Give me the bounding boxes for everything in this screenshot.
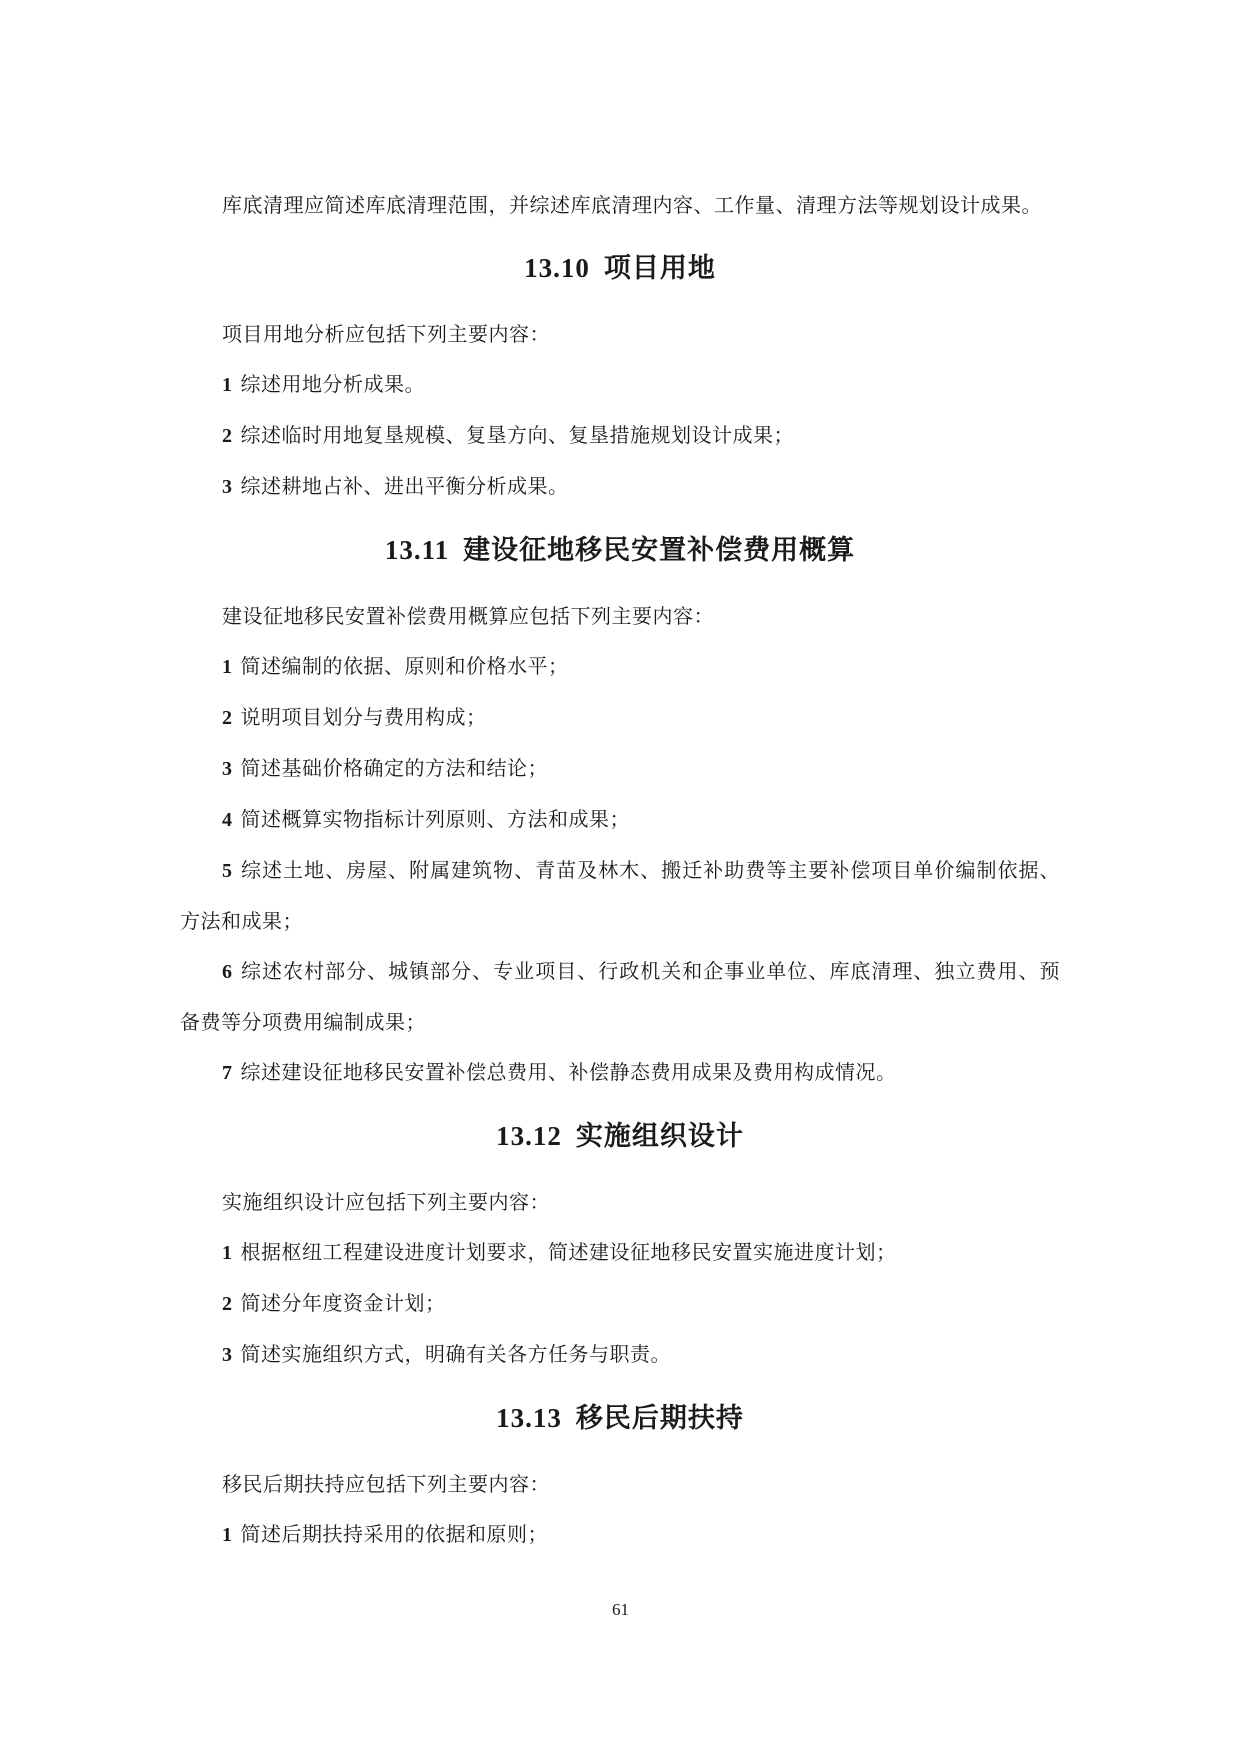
list-item	[180, 359, 1060, 410]
section-number: 13.10	[524, 253, 590, 283]
list-item	[180, 1278, 1060, 1329]
item-text: 根据枢纽工程建设进度计划要求，简述建设征地移民安置实施进度计划；	[240, 1240, 897, 1264]
item-text: 简述分年度资金计划；	[240, 1291, 446, 1315]
item-text: 综述土地、房屋、附属建筑物、青苗及林木、搬迁补助费等主要补偿项目单价编制依据、方法和成果；	[180, 858, 1060, 933]
section-title: 项目用地	[603, 253, 716, 284]
item-number: 6	[222, 961, 233, 983]
item-number: 7	[222, 1062, 233, 1084]
section-number: 13.13	[496, 1403, 562, 1433]
item-text: 综述临时用地复垦规模、复垦方向、复垦措施规划设计成果；	[240, 423, 794, 447]
list-item	[180, 461, 1060, 512]
item-number: 5	[222, 860, 233, 882]
list-item	[180, 794, 1060, 845]
section-lead: 建设征地移民安置补偿费用概算应包括下列主要内容：	[222, 604, 714, 628]
section-heading-13-10	[180, 242, 1060, 295]
list-item	[180, 1047, 1060, 1098]
item-number: 1	[222, 374, 233, 396]
list-item	[180, 946, 1060, 1047]
list-item	[180, 1329, 1060, 1380]
item-text: 简述后期扶持采用的依据和原则；	[240, 1522, 548, 1546]
item-text: 简述实施组织方式，明确有关各方任务与职责。	[240, 1342, 671, 1366]
list-item	[180, 410, 1060, 461]
item-text: 简述基础价格确定的方法和结论；	[240, 756, 548, 780]
section-title: 建设征地移民安置补偿费用概算	[463, 535, 856, 566]
item-number: 2	[222, 425, 233, 447]
item-number: 4	[222, 809, 233, 831]
item-number: 3	[222, 1344, 233, 1366]
item-text: 综述耕地占补、进出平衡分析成果。	[240, 474, 569, 498]
section-title: 实施组织设计	[575, 1121, 744, 1152]
page-content	[180, 180, 1060, 1560]
section-lead: 移民后期扶持应包括下列主要内容：	[222, 1472, 550, 1496]
list-item	[180, 1227, 1060, 1278]
page-number: 61	[612, 1600, 629, 1619]
item-text: 简述编制的依据、原则和价格水平；	[240, 654, 569, 678]
item-number: 1	[222, 1524, 233, 1546]
list-item	[180, 641, 1060, 692]
item-number: 3	[222, 758, 233, 780]
section-heading-13-13	[180, 1392, 1060, 1445]
item-text: 综述建设征地移民安置补偿总费用、补偿静态费用成果及费用构成情况。	[240, 1060, 897, 1084]
list-item	[180, 845, 1060, 946]
item-text: 综述农村部分、城镇部分、专业项目、行政机关和企事业单位、库底清理、独立费用、预备费等分项费用编制成果；	[180, 959, 1060, 1034]
item-number: 2	[222, 707, 233, 729]
item-number: 3	[222, 476, 233, 498]
item-text: 综述用地分析成果。	[240, 372, 425, 396]
item-number: 1	[222, 1242, 233, 1264]
item-number: 2	[222, 1293, 233, 1315]
list-item	[180, 692, 1060, 743]
section-lead: 实施组织设计应包括下列主要内容：	[222, 1190, 550, 1214]
intro-paragraph: 库底清理应简述库底清理范围，并综述库底清理内容、工作量、清理方法等规划设计成果。	[222, 193, 1042, 217]
item-text: 简述概算实物指标计列原则、方法和成果；	[240, 807, 630, 831]
section-title: 移民后期扶持	[575, 1403, 744, 1434]
list-item	[180, 1509, 1060, 1560]
section-heading-13-12	[180, 1110, 1060, 1163]
section-heading-13-11	[180, 524, 1060, 577]
section-lead: 项目用地分析应包括下列主要内容：	[222, 322, 550, 346]
item-text: 说明项目划分与费用构成；	[240, 705, 487, 729]
section-number: 13.11	[384, 535, 450, 565]
list-item	[180, 743, 1060, 794]
section-number: 13.12	[496, 1121, 562, 1151]
item-number: 1	[222, 656, 233, 678]
